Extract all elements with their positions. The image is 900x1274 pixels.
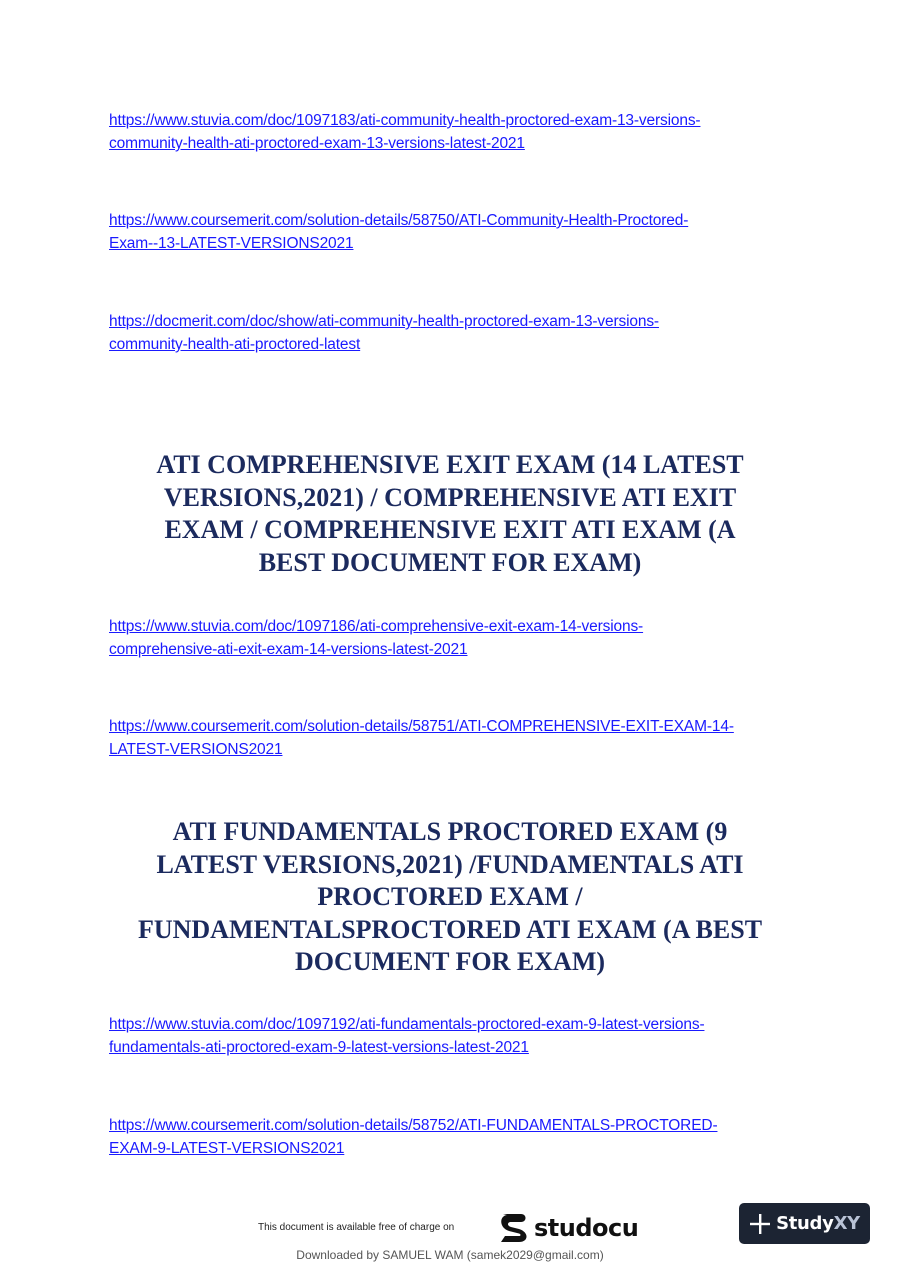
coursemerit-fundamentals-link[interactable] bbox=[109, 1114, 809, 1160]
heading-line: ATI FUNDAMENTALS PROCTORED EXAM (9 bbox=[172, 817, 728, 846]
link-line: LATEST-VERSIONS2021 bbox=[109, 741, 283, 758]
link-line: community-health-ati-proctored-exam-13-versions-latest-2021 bbox=[109, 135, 525, 152]
comprehensive-exit-exam-heading bbox=[100, 449, 800, 579]
studocu-logo[interactable] bbox=[497, 1209, 638, 1247]
heading-line: DOCUMENT FOR EXAM) bbox=[294, 947, 606, 976]
heading-line: PROCTORED EXAM / bbox=[317, 882, 583, 911]
link-line: Exam--13-LATEST-VERSIONS2021 bbox=[109, 235, 354, 252]
studyxy-main: Study bbox=[776, 1213, 834, 1234]
link-line: https://www.coursemerit.com/solution-details/58752/ATI-FUNDAMENTALS-PROCTORED- bbox=[109, 1117, 718, 1134]
heading-line: FUNDAMENTALSPROCTORED ATI EXAM (A BEST bbox=[137, 914, 763, 944]
heading-line: BEST DOCUMENT FOR EXAM) bbox=[258, 547, 642, 577]
link-line: https://www.coursemerit.com/solution-details/58750/ATI-Community-Health-Proctored- bbox=[109, 212, 689, 229]
heading-line: EXAM / COMPREHENSIVE EXIT ATI EXAM (A bbox=[164, 515, 736, 544]
link-line: comprehensive-ati-exit-exam-14-versions-latest-2021 bbox=[109, 641, 468, 658]
studocu-icon bbox=[497, 1210, 531, 1246]
link-line: https://www.coursemerit.com/solution-details/58751/ATI-COMPREHENSIVE-EXIT-EXAM-14- bbox=[109, 718, 734, 735]
heading-line: VERSIONS,2021) / COMPREHENSIVE ATI EXIT bbox=[163, 482, 737, 512]
heading-line: LATEST VERSIONS,2021) /FUNDAMENTALS ATI bbox=[156, 849, 744, 879]
available-free-text: This document is available free of charge on bbox=[258, 1222, 455, 1233]
link-line: fundamentals-ati-proctored-exam-9-latest-versions-latest-2021 bbox=[109, 1039, 529, 1056]
heading-line: ATI COMPREHENSIVE EXIT EXAM (14 LATEST bbox=[156, 450, 744, 479]
studocu-wordmark: studocu bbox=[534, 1214, 639, 1242]
link-line: EXAM-9-LATEST-VERSIONS2021 bbox=[109, 1140, 345, 1157]
studyxy-badge[interactable] bbox=[739, 1203, 870, 1244]
stuvia-fundamentals-link[interactable] bbox=[109, 1013, 809, 1059]
stuvia-comprehensive-exit-link[interactable] bbox=[109, 615, 809, 661]
studyxy-wordmark bbox=[776, 1213, 860, 1234]
link-line: https://www.stuvia.com/doc/1097192/ati-fundamentals-proctored-exam-9-latest-versions- bbox=[109, 1016, 705, 1033]
fundamentals-proctored-exam-heading bbox=[100, 816, 800, 979]
coursemerit-community-health-link[interactable] bbox=[109, 209, 809, 255]
coursemerit-comprehensive-exit-link[interactable] bbox=[109, 715, 809, 761]
stuvia-community-health-link[interactable] bbox=[109, 109, 809, 155]
studyxy-accent: XY bbox=[833, 1213, 860, 1234]
link-line: https://www.stuvia.com/doc/1097183/ati-community-health-proctored-exam-13-versions- bbox=[109, 112, 701, 129]
docmerit-community-health-link[interactable] bbox=[109, 310, 809, 356]
plus-icon bbox=[749, 1213, 771, 1235]
link-line: community-health-ati-proctored-latest bbox=[109, 336, 361, 353]
link-line: https://www.stuvia.com/doc/1097186/ati-comprehensive-exit-exam-14-versions- bbox=[109, 618, 644, 635]
link-line: https://docmerit.com/doc/show/ati-community-health-proctored-exam-13-versions- bbox=[109, 313, 659, 330]
downloaded-by-text: Downloaded by SAMUEL WAM (samek2029@gmail.com) bbox=[296, 1248, 604, 1262]
